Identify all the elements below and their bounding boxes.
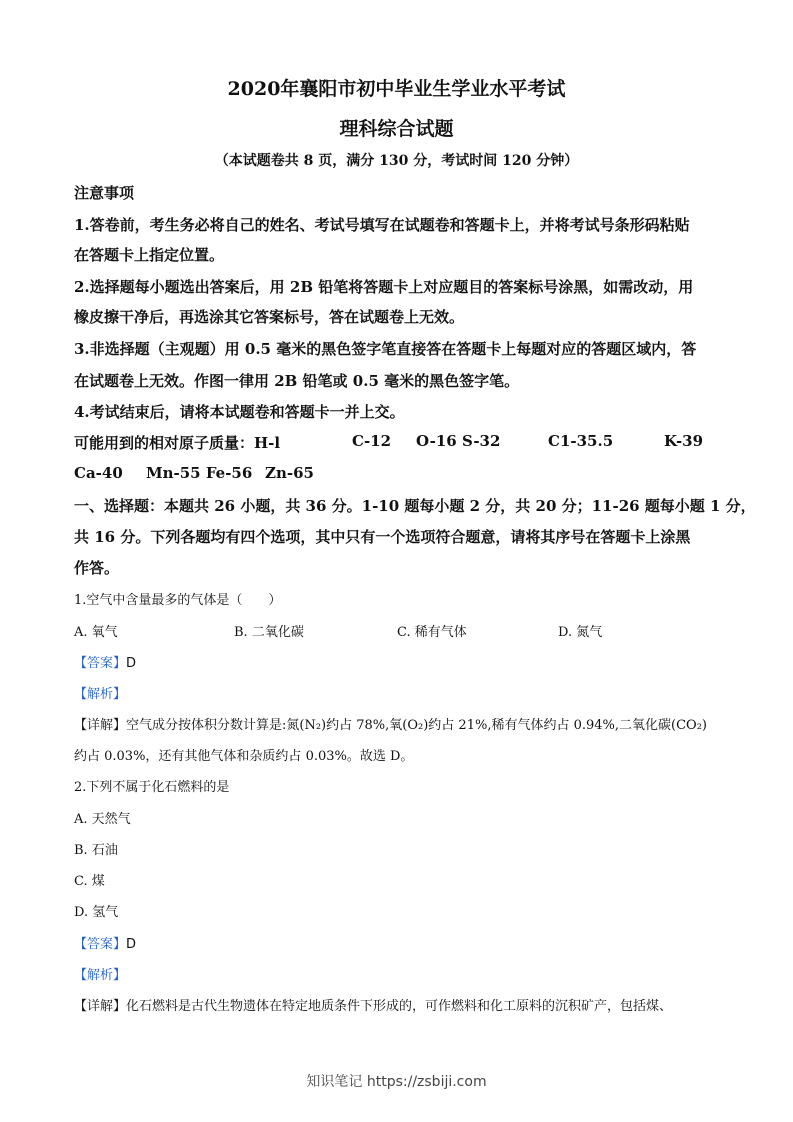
q2-answer	[74, 933, 136, 952]
q1-detail-line-2: 约占 0.03%，还有其他气体和杂质约占 0.03%。故选 D。	[74, 749, 414, 764]
atomic-mass-cl: C1-35.5	[548, 432, 614, 450]
note-line-4: 橡皮擦干净后，再选涂其它答案标号，答在试题卷上无效。	[74, 308, 465, 326]
q1-option-b: B. 二氧化碳	[234, 625, 304, 640]
exam-subject: 理科综合试题	[339, 118, 454, 140]
q2-detail-tag: 【详解】	[74, 999, 127, 1014]
q2-detail-text-1: 化石燃料是古代生物遗体在特定地质条件下形成的，可作燃料和化工原料的沉积矿产，包括煤、	[126, 999, 673, 1014]
q1-stem: 1.空气中含量最多的气体是（ ）	[74, 593, 282, 608]
q1-answer-value: D	[126, 656, 137, 671]
atomic-mass-label: 可能用到的相对原子质量：H-l	[74, 434, 281, 452]
note-line-7: 4.考试结束后，请将本试题卷和答题卡一并上交。	[74, 403, 405, 421]
notes-heading: 注意事项	[74, 184, 135, 202]
atomic-mass-c: C-12	[352, 432, 392, 450]
note-line-1: 1.答卷前，考生务必将自己的姓名、考试号填写在试题卷和答题卡上，并将考试号条形码粘贴	[74, 216, 690, 234]
note-line-2: 在答题卡上指定位置。	[74, 246, 225, 264]
note-line-5: 3.非选择题（主观题）用 0.5 毫米的黑色签字笔直接答在答题卡上每题对应的答题区域内，答	[74, 340, 697, 358]
atomic-mass-zn: Zn-65	[265, 464, 314, 482]
q2-option-d: D. 氢气	[74, 905, 119, 920]
atomic-mass-ca: Ca-40	[74, 464, 123, 482]
exam-info: （本试题卷共 8 页，满分 130 分，考试时间 120 分钟）	[214, 153, 579, 169]
section-line-3: 作答。	[74, 559, 120, 577]
q1-answer-tag: 【答案】	[74, 656, 127, 671]
q2-option-b: B. 石油	[74, 843, 118, 858]
section-line-1: 一、选择题：本题共 26 小题，共 36 分。1-10 题每小题 2 分，共 20 分；11-26 题每小题 1 分，	[74, 497, 756, 515]
q1-answer	[74, 652, 136, 671]
note-line-3: 2.选择题每小题选出答案后，用 2B 铅笔将答题卡上对应题目的答案标号涂黑，如需改动，用	[74, 278, 694, 296]
q1-analysis-tag: 【解析】	[74, 687, 127, 702]
footer-watermark: 知识笔记 https://zsbiji.com	[306, 1074, 487, 1090]
section-line-2: 共 16 分。下列各题均有四个选项，其中只有一个选项符合题意，请将其序号在答题卡上涂黑	[74, 528, 691, 546]
q2-stem: 2.下列不属于化石燃料的是	[74, 780, 230, 795]
q2-answer-tag: 【答案】	[74, 937, 127, 952]
atomic-mass-mn-fe: Mn-55 Fe-56	[146, 464, 253, 482]
q2-option-c: C. 煤	[74, 874, 105, 889]
q1-option-d: D. 氮气	[558, 625, 603, 640]
q1-detail-line-1	[74, 714, 707, 733]
q2-detail-line-1	[74, 995, 672, 1014]
note-line-6: 在试题卷上无效。作图一律用 2B 铅笔或 0.5 毫米的黑色签字笔。	[74, 372, 520, 390]
q2-answer-value: D	[126, 937, 137, 952]
atomic-mass-o-s: O-16 S-32	[416, 432, 501, 450]
exam-title: 2020年襄阳市初中毕业生学业水平考试	[227, 78, 566, 100]
q2-analysis-tag: 【解析】	[74, 968, 127, 983]
q1-option-c: C. 稀有气体	[397, 625, 467, 640]
atomic-mass-k: K-39	[664, 432, 704, 450]
q1-option-a: A. 氧气	[74, 625, 118, 640]
q2-option-a: A. 天然气	[74, 812, 131, 827]
q1-detail-text-1: 空气成分按体积分数计算是:氮(N₂)约占 78%,氧(O₂)约占 21%,稀有气体约占 0.94%,二氧化碳(CO₂)	[126, 718, 707, 733]
q1-detail-tag: 【详解】	[74, 718, 127, 733]
